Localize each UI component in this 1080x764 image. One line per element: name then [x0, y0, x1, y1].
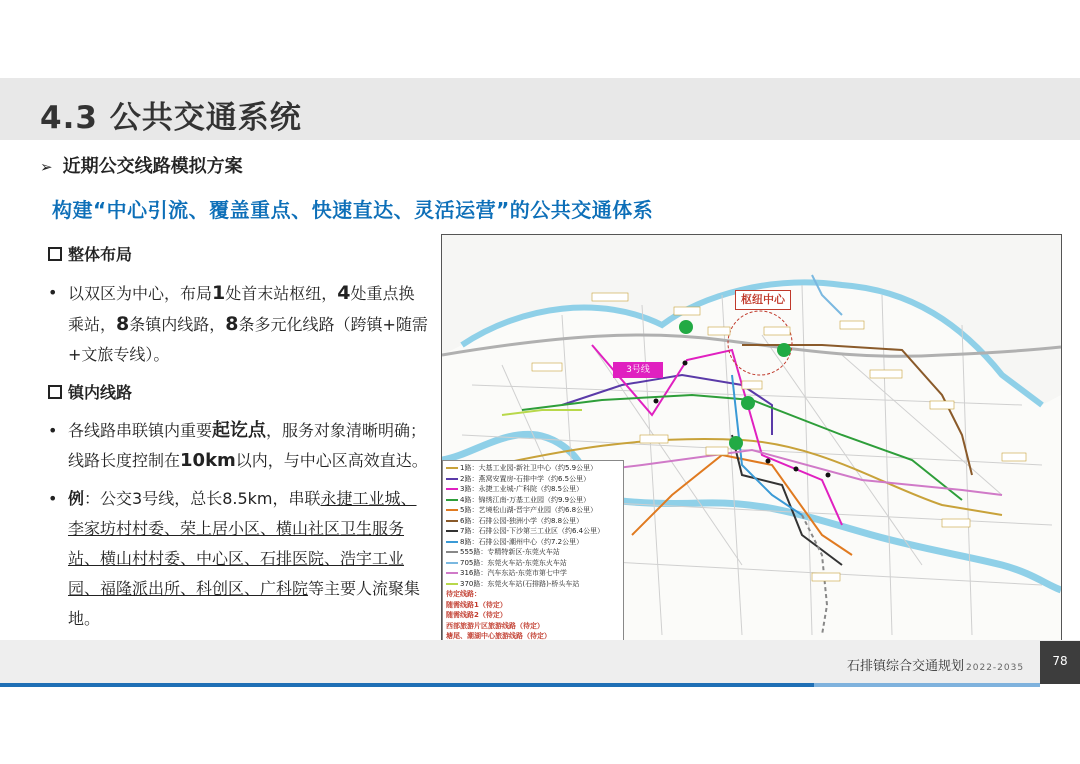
page-title: 4.3 公共交通系统: [40, 100, 302, 136]
legend-swatch: [446, 551, 458, 553]
legend-swatch: [446, 499, 458, 501]
page-number: 78: [1040, 641, 1080, 684]
legend-text: 待定线路：: [446, 590, 481, 598]
legend-row: [446, 484, 620, 495]
bullet-dot-icon: •: [48, 489, 58, 508]
footer-text: 石排镇综合交通规划: [847, 659, 965, 674]
legend-row: [446, 526, 620, 537]
subtitle: [40, 152, 243, 178]
text-run: 以双区为中心，布局: [68, 284, 213, 303]
emphasis-number: 1: [212, 282, 226, 304]
legend-text: 316路：汽车东站-东莞市第七中学: [460, 569, 567, 577]
legend-text: 7路：石排公园-下沙第三工业区（约6.4公里）: [460, 527, 605, 535]
emphasis-number: 8: [116, 313, 130, 335]
text-run: 处重点换乘站，: [68, 284, 415, 334]
legend-row: [446, 547, 620, 558]
legend-row: [446, 516, 620, 527]
checkbox-square-icon: [48, 385, 62, 399]
map-legend: [442, 460, 624, 644]
legend-swatch: [446, 509, 458, 511]
legend-swatch: [446, 583, 458, 585]
legend-swatch: [446, 488, 458, 490]
headline: 构建“中心引流、覆盖重点、快速直达、灵活运营”的公共交通体系: [52, 198, 654, 222]
legend-pending: [446, 600, 620, 611]
legend-row: [446, 568, 620, 579]
text-run: ，服务对象清晰明确；线路长度控制在: [68, 421, 427, 470]
legend-swatch: [446, 572, 458, 574]
legend-pending: [446, 589, 620, 600]
text-run: 以内，与中心区高效直达。: [235, 451, 428, 470]
accent-bar: [0, 683, 814, 687]
bullet-dot-icon: •: [48, 421, 58, 440]
example-label: 例: [68, 489, 85, 508]
bullet-dot-icon: •: [48, 283, 58, 302]
underlined-stops: 永捷工业城、李家坊村村委、荣上居小区、横山社区卫生服务站、横山村村委、中心区、石排医院、浩宇工业园、福隆派出所、科创区、广科院: [68, 489, 417, 598]
accent-bar-light: [814, 683, 1040, 687]
text-run: 各线路串联镇内重要: [68, 421, 213, 440]
legend-swatch: [446, 467, 458, 469]
legend-text: 塘尾、潮湖中心旅游线路（待定）: [446, 632, 551, 640]
footer-title: [847, 655, 1024, 674]
legend-text: 705路：东莞火车站-东莞东火车站: [460, 558, 567, 567]
subtitle-text: 近期公交线路模拟方案: [62, 156, 243, 177]
legend-row: [446, 474, 620, 485]
section-heading-text: 整体布局: [68, 245, 133, 264]
emphasis-text: 起讫点: [212, 420, 267, 441]
hub-label: 枢纽中心: [735, 290, 791, 310]
legend-text: 555路：专精特新区-东莞火车站: [460, 548, 560, 556]
legend-text: 6路：石排公园-独洲小学（约8.8公里）: [460, 516, 584, 525]
legend-text: 8路：石排公园-潮州中心（约7.2公里）: [460, 537, 584, 546]
footer-years: 2022-2035: [966, 663, 1025, 673]
legend-row: [446, 537, 620, 548]
legend-text: 随需线路1（待定）: [446, 600, 507, 609]
checkbox-square-icon: [48, 247, 62, 261]
text-run: 条多元化线路（跨镇+随需+文旅专线）。: [68, 315, 428, 364]
legend-text: 随需线路2（待定）: [446, 611, 507, 619]
legend-swatch: [446, 530, 458, 532]
legend-text: 4路：锦绣江南-万基工业园（约9.9公里）: [460, 495, 591, 504]
text-run: 等主要人流聚集地。: [68, 579, 421, 628]
emphasis-number: 8: [225, 313, 239, 335]
legend-text: 2路：燕窝安置房-石排中学（约6.5公里）: [460, 474, 591, 483]
legend-text: 3路：永捷工业城-广科院（约8.5公里）: [460, 485, 584, 493]
legend-pending: [446, 610, 620, 621]
legend-row: [446, 579, 620, 590]
line3-tag: 3号线: [613, 362, 663, 378]
bullet-town-2: [48, 484, 428, 634]
bullet-layout: [48, 278, 428, 370]
emphasis-number: 4: [337, 282, 351, 304]
legend-text: 西部旅游片区旅游线路（待定）: [446, 621, 544, 630]
bullet-town-1: [48, 416, 428, 476]
section-heading-text: 镇内线路: [68, 383, 133, 402]
text-run: 条镇内线路，: [129, 315, 226, 334]
legend-text: 1路：大基工业园-新社卫中心（约5.9公里）: [460, 464, 598, 472]
legend-swatch: [446, 541, 458, 543]
legend-swatch: [446, 478, 458, 480]
legend-pending: [446, 621, 620, 632]
legend-swatch: [446, 562, 458, 564]
legend-swatch: [446, 520, 458, 522]
legend-text: 370路：东莞火车站(石排路)-桥头车站: [460, 579, 580, 588]
emphasis-text: 10km: [180, 450, 236, 471]
legend-row: [446, 463, 620, 474]
text-column: [48, 240, 428, 642]
arrow-right-icon: ➢: [40, 158, 53, 176]
legend-text: 5路：艺境松山湖-晋宇产业园（约6.8公里）: [460, 506, 598, 514]
legend-row: [446, 558, 620, 569]
legend-row: [446, 495, 620, 506]
section-heading-town: [48, 378, 428, 408]
text-run: ：公交3号线，总长8.5km，串联: [84, 489, 321, 508]
legend-row: [446, 505, 620, 516]
text-run: 处首末站枢纽，: [225, 284, 338, 303]
section-heading-layout: [48, 240, 428, 270]
